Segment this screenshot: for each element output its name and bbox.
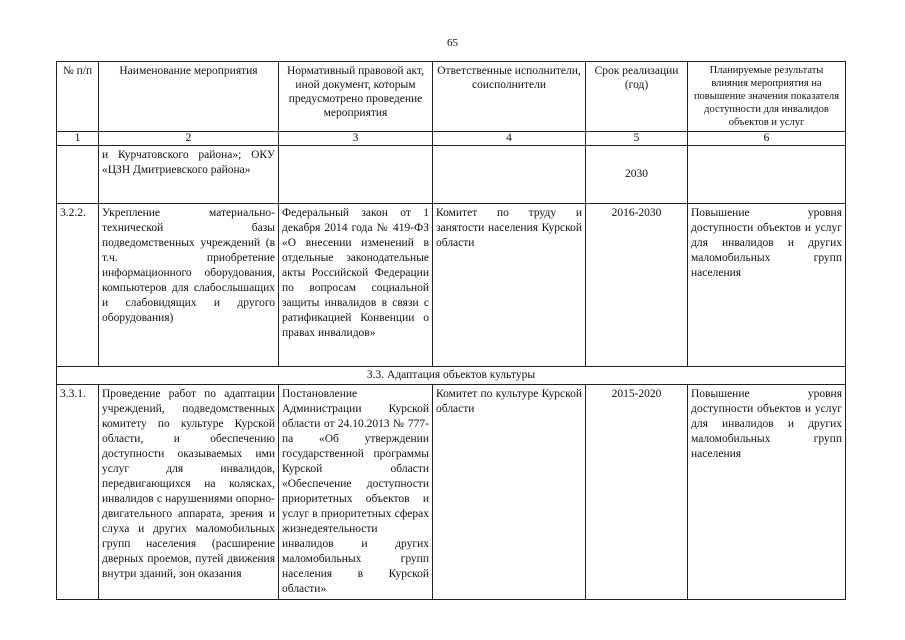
row-period: 2016-2030 xyxy=(586,204,688,367)
row-period: 2015-2020 xyxy=(586,385,688,600)
column-number: 1 xyxy=(57,132,99,146)
row-number: 3.3.1. xyxy=(57,385,99,600)
row-act: Федеральный закон от 1 декабря 2014 года № 419-ФЗ «О внесении изменений в отдельные законодательные акты Российской Федерации по вопросам социальной защиты инвалидов в связи с ратификацией Конвенции о правах инвалидов» xyxy=(279,204,433,367)
column-number: 6 xyxy=(688,132,846,146)
header-number: № п/п xyxy=(57,62,99,132)
header-act: Нормативный правовой акт, иной документ, которым предусмотрено проведение мероприятия xyxy=(279,62,433,132)
header-period: Срок реализации (год) xyxy=(586,62,688,132)
row-result: Повышение уровня доступности объектов и услуг для инвалидов и других маломобильных групп населения xyxy=(688,385,846,600)
header-row xyxy=(57,62,846,132)
row-name: Проведение работ по адаптации учреждений, подведомственных комитету по культуре Курской области, и обеспечению доступности оказываемых ими услуг для инвалидов, передвигающихся на колясках, инвалидов с нарушениями опорно-двигательного аппарата, зрения и слуха и других маломобильных групп населения (расширение дверных проемов, путей движения внутри зданий, зон оказания xyxy=(99,385,279,600)
header-responsible: Ответственные исполнители, соисполнители xyxy=(433,62,586,132)
column-number: 2 xyxy=(99,132,279,146)
section-row xyxy=(57,367,846,385)
column-number-row xyxy=(57,132,846,146)
table-row xyxy=(57,146,846,204)
column-number: 3 xyxy=(279,132,433,146)
row-name: Укрепление материально-технической базы подведомственных учреждений (в т.ч. приобретение информационного оборудования, компьютеров для слабослышащих и слабовидящих и другого оборудования) xyxy=(99,204,279,367)
column-number: 4 xyxy=(433,132,586,146)
section-title: 3.3. Адаптация объектов культуры xyxy=(57,367,846,385)
column-number: 5 xyxy=(586,132,688,146)
row-responsible: Комитет по труду и занятости населения Курской области xyxy=(433,204,586,367)
row-responsible: Комитет по культуре Курской области xyxy=(433,385,586,600)
header-name: Наименование мероприятия xyxy=(99,62,279,132)
row-result: Повышение уровня доступности объектов и услуг для инвалидов и других маломобильных групп населения xyxy=(688,204,846,367)
row-number xyxy=(57,146,99,204)
row-period: 2030 xyxy=(586,146,688,204)
row-responsible xyxy=(433,146,586,204)
row-result xyxy=(688,146,846,204)
table-row xyxy=(57,385,846,600)
row-number: 3.2.2. xyxy=(57,204,99,367)
header-result: Планируемые результаты влияния мероприятия на повышение значения показателя доступности для инвалидов объектов и услуг xyxy=(688,62,846,132)
row-name: и Курчатовского района»; ОКУ «ЦЗН Дмитриевского района» xyxy=(99,146,279,204)
table-row xyxy=(57,204,846,367)
row-act: Постановление Администрации Курской области от 24.10.2013 № 777-па «Об утверждении государственной программы Курской области «Обеспечение доступности приоритетных объектов и услуг в приоритетных сферах жизнедеятельности инвалидов и других маломобильных групп населения в Курской области» xyxy=(279,385,433,600)
page-number: 65 xyxy=(447,37,458,49)
row-act xyxy=(279,146,433,204)
measures-table xyxy=(56,61,846,600)
